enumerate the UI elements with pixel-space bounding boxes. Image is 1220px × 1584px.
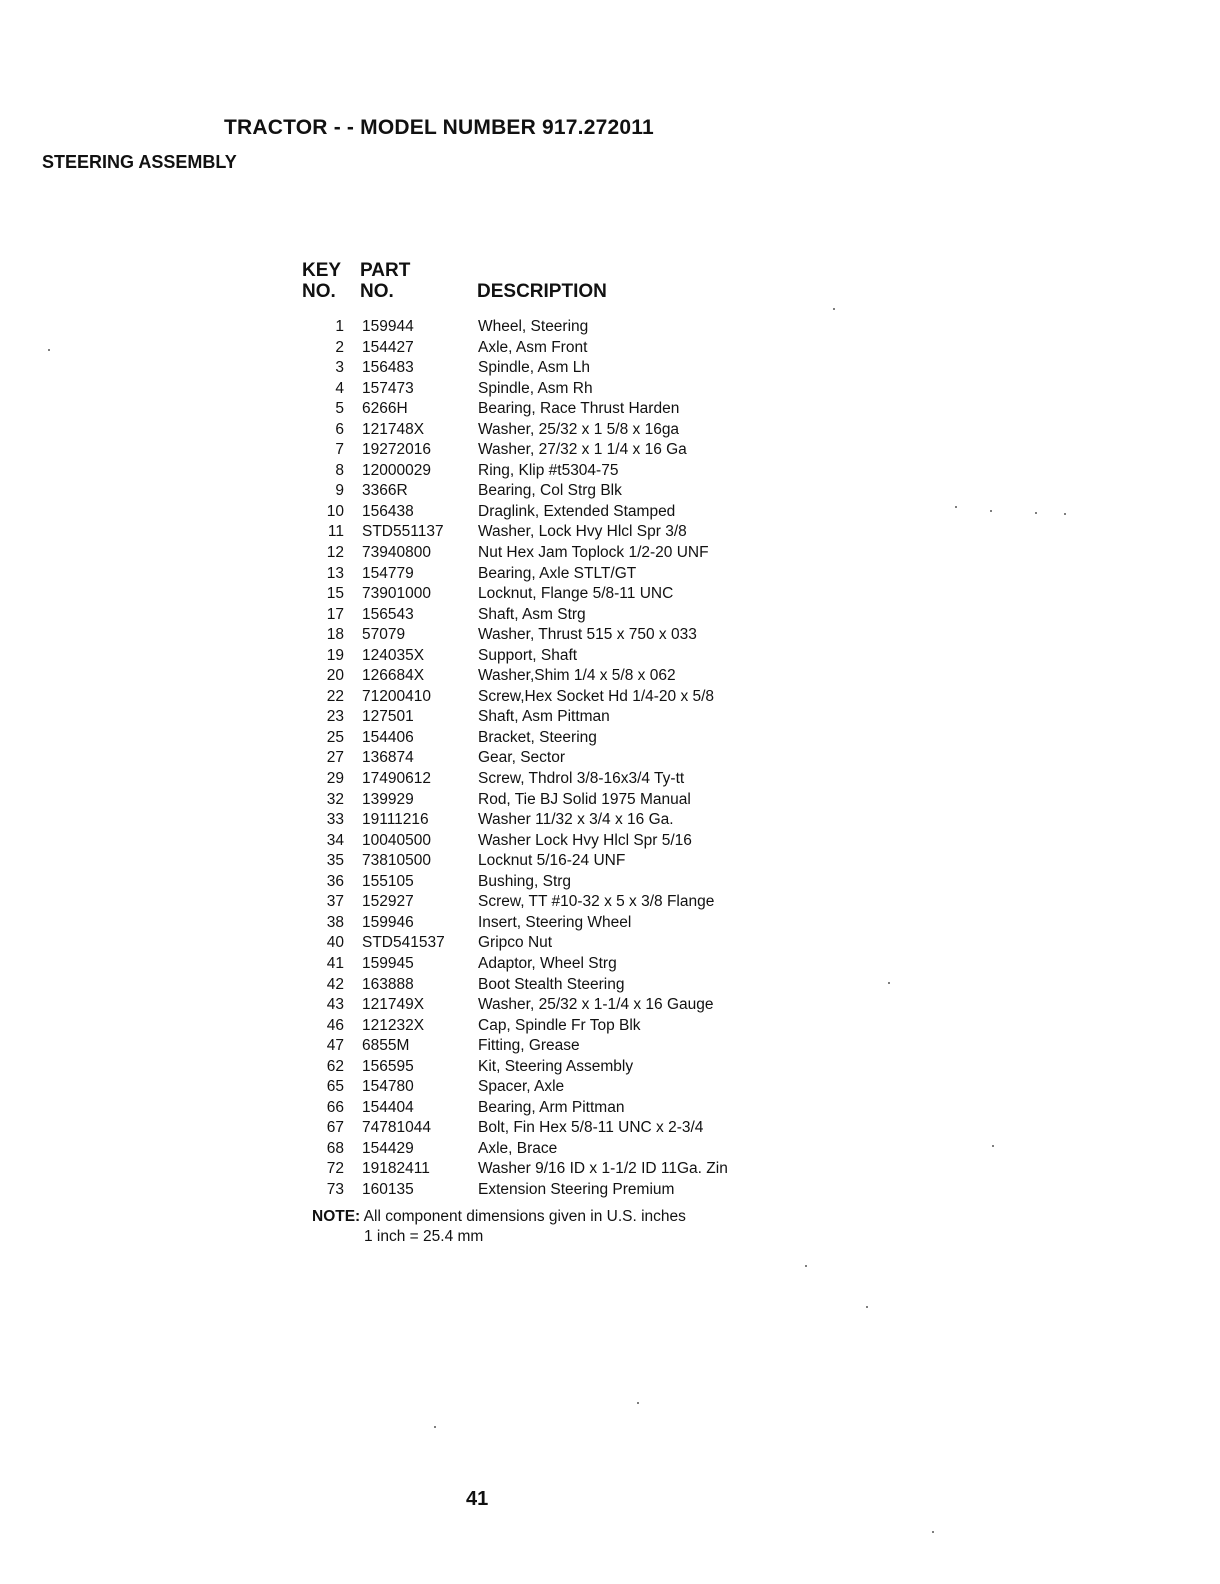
description-cell: Bearing, Race Thrust Harden: [478, 400, 680, 418]
part-no-cell: 19111216: [362, 811, 429, 829]
description-cell: Gear, Sector: [478, 749, 566, 767]
key-no-cell: 65: [326, 1078, 344, 1096]
description-cell: Locknut 5/16-24 UNF: [478, 852, 626, 870]
description-cell: Washer 11/32 x 3/4 x 16 Ga.: [478, 811, 674, 829]
scan-speck: [992, 1145, 994, 1147]
description-cell: Washer, 27/32 x 1 1/4 x 16 Ga: [478, 441, 687, 459]
description-cell: Shaft, Asm Pittman: [478, 708, 610, 726]
key-no-cell: 67: [326, 1119, 344, 1137]
key-no-cell: 37: [326, 893, 344, 911]
part-no-cell: 159944: [362, 318, 414, 335]
key-no-cell: 40: [326, 934, 344, 952]
part-no-cell: 163888: [362, 975, 414, 993]
part-no-cell: 17490612: [362, 770, 431, 788]
description-cell: Washer Lock Hvy Hlcl Spr 5/16: [478, 831, 692, 849]
key-no-cell: 13: [326, 564, 344, 582]
key-no-cell: 4: [335, 379, 344, 397]
part-no-cell: 19272016: [362, 441, 431, 459]
part-no-cell: 6855M: [362, 1037, 410, 1055]
key-no-cell: 29: [326, 770, 344, 788]
part-no-cell: 10040500: [362, 831, 431, 849]
key-no-cell: 20: [326, 667, 344, 685]
key-no-cell: 34: [326, 831, 344, 849]
scan-speck: [955, 506, 957, 508]
scan-speck: [866, 1306, 868, 1308]
key-no-cell: 8: [335, 461, 344, 479]
key-no-cell: 38: [326, 913, 344, 931]
part-no-cell: STD541537: [362, 934, 445, 952]
description-cell: Wheel, Steering: [478, 318, 589, 335]
part-no-cell: 121232X: [362, 1016, 425, 1034]
key-header-line1: KEY: [302, 260, 342, 281]
description-cell: Washer, 25/32 x 1-1/4 x 16 Gauge: [478, 996, 714, 1014]
description-cell: Axle, Asm Front: [478, 338, 588, 356]
description-cell: Locknut, Flange 5/8-11 UNC: [478, 585, 674, 603]
description-cell: Bearing, Arm Pittman: [478, 1098, 625, 1116]
note-label: NOTE:: [312, 1208, 361, 1225]
note: [312, 1207, 686, 1247]
part-no-cell: 124035X: [362, 646, 425, 664]
part-no-cell: 6266H: [362, 400, 408, 418]
part-no-cell: 154429: [362, 1139, 414, 1157]
scan-speck: [805, 1265, 807, 1267]
key-no-cell: 12: [326, 544, 344, 562]
key-no-cell: 15: [326, 585, 344, 603]
part-no-cell: 154406: [362, 728, 414, 746]
part-no-cell: 155105: [362, 872, 414, 890]
description-cell: Draglink, Extended Stamped: [478, 502, 676, 520]
key-no-cell: 19: [326, 646, 344, 664]
part-no-cell: 57079: [362, 626, 406, 644]
description-cell: Bearing, Axle STLT/GT: [478, 564, 637, 582]
part-no-cell: 3366R: [362, 482, 408, 500]
scan-speck: [637, 1402, 639, 1404]
part-no-cell: 74781044: [362, 1119, 431, 1137]
part-no-cell: 154427: [362, 338, 414, 356]
description-cell: Bolt, Fin Hex 5/8-11 UNC x 2-3/4: [478, 1119, 704, 1137]
description-cell: Washer, Lock Hvy Hlcl Spr 3/8: [478, 523, 687, 541]
description-cell: Gripco Nut: [478, 934, 553, 952]
description-cell: Axle, Brace: [478, 1139, 558, 1157]
part-no-cell: 159945: [362, 954, 414, 972]
key-no-cell: 1: [335, 318, 344, 335]
key-no-cell: 10: [326, 502, 344, 520]
part-no-cell: 73810500: [362, 852, 431, 870]
part-no-cell: 12000029: [362, 461, 431, 479]
description-cell: Screw,Hex Socket Hd 1/4-20 x 5/8: [478, 687, 715, 705]
part-no-cell: 154779: [362, 564, 414, 582]
description-cell: Spacer, Axle: [478, 1078, 565, 1096]
part-no-cell: 121749X: [362, 996, 425, 1014]
description-cell: Nut Hex Jam Toplock 1/2-20 UNF: [478, 544, 709, 562]
description-cell: Ring, Klip #t5304-75: [478, 461, 619, 479]
description-cell: Screw, Thdrol 3/8-16x3/4 Ty-tt: [478, 770, 685, 788]
scan-speck: [48, 349, 50, 351]
key-no-cell: 11: [327, 523, 344, 541]
part-no-cell: 71200410: [362, 687, 431, 705]
key-no-cell: 23: [326, 708, 344, 726]
key-no-cell: 42: [326, 975, 344, 993]
description-header: DESCRIPTION: [477, 281, 607, 302]
description-cell: Washer,Shim 1/4 x 5/8 x 062: [478, 667, 676, 685]
description-cell: Support, Shaft: [478, 646, 578, 664]
part-no-cell: 139929: [362, 790, 414, 808]
part-no-cell: 121748X: [362, 420, 425, 438]
key-no-cell: 62: [326, 1057, 344, 1075]
key-no-cell: 73: [326, 1180, 344, 1198]
part-no-cell: 156595: [362, 1057, 414, 1075]
key-no-cell: 36: [326, 872, 344, 890]
part-no-cell: 156438: [362, 502, 414, 520]
description-cell: Extension Steering Premium: [478, 1180, 675, 1198]
scan-speck: [888, 982, 890, 984]
part-no-cell: 126684X: [362, 667, 425, 685]
description-cell: Spindle, Asm Lh: [478, 359, 591, 377]
key-no-cell: 46: [326, 1016, 344, 1034]
key-no-cell: 9: [335, 482, 344, 500]
scan-speck: [1035, 512, 1037, 514]
section-title: STEERING ASSEMBLY: [42, 152, 237, 172]
part-header-line1: PART: [360, 260, 411, 281]
part-no-cell: 19182411: [362, 1160, 430, 1178]
key-no-cell: 35: [326, 852, 344, 870]
part-no-cell: 157473: [362, 379, 414, 397]
part-no-cell: STD551137: [362, 523, 444, 541]
key-no-cell: 72: [326, 1160, 344, 1178]
description-cell: Cap, Spindle Fr Top Blk: [478, 1016, 641, 1034]
description-cell: Kit, Steering Assembly: [478, 1057, 634, 1075]
key-no-cell: 7: [335, 441, 344, 459]
key-no-cell: 17: [326, 605, 344, 623]
description-cell: Bushing, Strg: [478, 872, 572, 890]
description-cell: Washer 9/16 ID x 1-1/2 ID 11Ga. Zin: [478, 1160, 728, 1178]
description-cell: Screw, TT #10-32 x 5 x 3/8 Flange: [478, 893, 715, 911]
key-no-cell: 25: [326, 728, 344, 746]
description-cell: Fitting, Grease: [478, 1037, 580, 1055]
note-line1: All component dimensions given in U.S. inches: [363, 1208, 686, 1225]
scan-speck: [990, 510, 992, 512]
key-no-cell: 18: [326, 626, 344, 644]
key-no-cell: 6: [335, 420, 344, 438]
key-header-line2: NO.: [302, 281, 336, 302]
description-cell: Boot Stealth Steering: [478, 975, 625, 993]
description-cell: Rod, Tie BJ Solid 1975 Manual: [478, 790, 691, 808]
scan-speck: [932, 1531, 934, 1533]
key-no-cell: 2: [335, 338, 344, 356]
part-no-cell: 136874: [362, 749, 414, 767]
description-cell: Insert, Steering Wheel: [478, 913, 632, 931]
key-no-cell: 33: [326, 811, 344, 829]
page-number: 41: [466, 1488, 489, 1510]
description-cell: Adaptor, Wheel Strg: [478, 954, 617, 972]
part-no-cell: 154780: [362, 1078, 414, 1096]
part-no-cell: 73940800: [362, 544, 431, 562]
part-no-cell: 73901000: [362, 585, 431, 603]
scan-speck: [1064, 513, 1066, 515]
key-no-cell: 22: [326, 687, 344, 705]
key-no-cell: 5: [335, 400, 344, 418]
part-no-cell: 160135: [362, 1180, 414, 1198]
description-cell: Bearing, Col Strg Blk: [478, 482, 622, 500]
part-no-cell: 152927: [362, 893, 414, 911]
scan-speck: [833, 308, 835, 310]
key-no-cell: 41: [326, 954, 344, 972]
description-cell: Bracket, Steering: [478, 728, 597, 746]
description-cell: Spindle, Asm Rh: [478, 379, 593, 397]
key-no-cell: 68: [326, 1139, 344, 1157]
part-no-cell: 127501: [362, 708, 414, 726]
description-cell: Washer, Thrust 515 x 750 x 033: [478, 626, 697, 644]
key-no-cell: 47: [326, 1037, 344, 1055]
part-no-cell: 156483: [362, 359, 414, 377]
key-no-cell: 3: [335, 359, 344, 377]
key-no-cell: 66: [326, 1098, 344, 1116]
key-no-cell: 43: [326, 996, 344, 1014]
part-header-line2: NO.: [360, 281, 394, 302]
description-cell: Shaft, Asm Strg: [478, 605, 586, 623]
part-no-cell: 154404: [362, 1098, 414, 1116]
key-no-cell: 27: [326, 749, 344, 767]
note-line2: 1 inch = 25.4 mm: [364, 1228, 484, 1245]
description-cell: Washer, 25/32 x 1 5/8 x 16ga: [478, 420, 680, 438]
part-no-cell: 159946: [362, 913, 414, 931]
page-title: TRACTOR - - MODEL NUMBER 917.272011: [224, 116, 654, 139]
part-no-cell: 156543: [362, 605, 414, 623]
scan-speck: [434, 1426, 436, 1428]
key-no-cell: 32: [326, 790, 344, 808]
